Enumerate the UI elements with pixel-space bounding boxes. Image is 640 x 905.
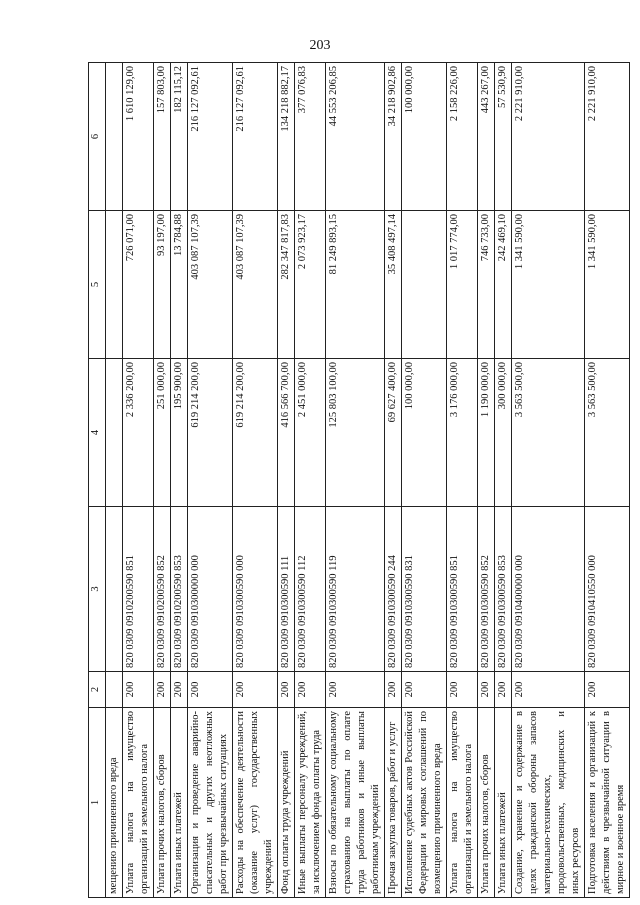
row-name-cell: Уплата прочих налогов, сборов bbox=[478, 708, 495, 898]
row-executed-cell: 242 469,10 bbox=[495, 211, 512, 359]
row-name-cell: Подготовка населения и организаций к действиям в чрезвычайной ситуации в мирное и военное время bbox=[585, 708, 630, 898]
table-row bbox=[447, 63, 478, 898]
row-remaining-cell: 377 076,83 bbox=[295, 63, 326, 211]
row-name-cell: Уплата налога на имущество организаций и земельного налога bbox=[123, 708, 154, 898]
table-row bbox=[512, 63, 585, 898]
row-approved-cell bbox=[106, 359, 123, 507]
table-row bbox=[585, 63, 630, 898]
row-code-cell: 200 bbox=[295, 672, 326, 708]
row-code-cell: 200 bbox=[447, 672, 478, 708]
row-executed-cell: 1 341 590,00 bbox=[585, 211, 630, 359]
table-row bbox=[402, 63, 447, 898]
row-code-cell: 200 bbox=[278, 672, 295, 708]
column-header: 1 bbox=[89, 708, 106, 898]
column-header: 3 bbox=[89, 507, 106, 672]
row-code-cell: 200 bbox=[385, 672, 402, 708]
row-executed-cell: 93 197,00 bbox=[154, 211, 171, 359]
row-name-cell: Создание, хранение и содержание в целях гражданской обороны запасов материально-технических, продовольственных, медицинских и иных ресурсов bbox=[512, 708, 585, 898]
budget-execution-table bbox=[88, 62, 630, 898]
row-name-cell: Взносы по обязательному социальному страхованию на выплаты по оплате труда работников и иные выплаты работникам учреждений bbox=[326, 708, 385, 898]
row-code-cell: 200 bbox=[233, 672, 278, 708]
row-executed-cell: 13 784,88 bbox=[171, 211, 188, 359]
column-header: 2 bbox=[89, 672, 106, 708]
column-header: 5 bbox=[89, 211, 106, 359]
rotated-table-wrapper bbox=[88, 63, 626, 898]
row-remaining-cell: 44 553 206,85 bbox=[326, 63, 385, 211]
row-kbk-cell: 820 0309 0910300590 119 bbox=[326, 507, 385, 672]
table-row bbox=[171, 63, 188, 898]
row-kbk-cell: 820 0309 0910300590 853 bbox=[495, 507, 512, 672]
row-executed-cell: 1 017 774,00 bbox=[447, 211, 478, 359]
row-remaining-cell: 443 267,00 bbox=[478, 63, 495, 211]
row-remaining-cell: 2 221 910,00 bbox=[585, 63, 630, 211]
row-name-cell: Прочая закупка товаров, работ и услуг bbox=[385, 708, 402, 898]
row-approved-cell: 251 000,00 bbox=[154, 359, 171, 507]
row-approved-cell: 125 803 100,00 bbox=[326, 359, 385, 507]
row-kbk-cell: 820 0309 0910300590 244 bbox=[385, 507, 402, 672]
header-row bbox=[89, 63, 106, 898]
row-kbk-cell bbox=[106, 507, 123, 672]
row-kbk-cell: 820 0309 0910300590 111 bbox=[278, 507, 295, 672]
table-row bbox=[295, 63, 326, 898]
row-executed-cell bbox=[402, 211, 447, 359]
row-code-cell: 200 bbox=[512, 672, 585, 708]
page-number: 203 bbox=[309, 38, 331, 53]
row-executed-cell: 403 087 107,39 bbox=[233, 211, 278, 359]
row-kbk-cell: 820 0309 0910200590 851 bbox=[123, 507, 154, 672]
rotated-table-container bbox=[88, 63, 626, 898]
row-kbk-cell: 820 0309 0910300590 000 bbox=[233, 507, 278, 672]
row-kbk-cell: 820 0309 0910410550 000 bbox=[585, 507, 630, 672]
row-executed-cell bbox=[106, 211, 123, 359]
row-remaining-cell: 34 218 902,86 bbox=[385, 63, 402, 211]
table-row bbox=[188, 63, 233, 898]
table-row bbox=[123, 63, 154, 898]
column-header: 6 bbox=[89, 63, 106, 211]
row-remaining-cell: 1 610 129,00 bbox=[123, 63, 154, 211]
table-body bbox=[106, 63, 630, 898]
row-executed-cell: 282 347 817,83 bbox=[278, 211, 295, 359]
row-approved-cell: 3 176 000,00 bbox=[447, 359, 478, 507]
row-approved-cell: 1 190 000,00 bbox=[478, 359, 495, 507]
row-approved-cell: 195 900,00 bbox=[171, 359, 188, 507]
row-approved-cell: 619 214 200,00 bbox=[188, 359, 233, 507]
row-kbk-cell: 820 0309 0910300590 112 bbox=[295, 507, 326, 672]
row-name-cell: Расходы на обеспечение деятельности (оказание услуг) государственных учреждений bbox=[233, 708, 278, 898]
row-kbk-cell: 820 0309 0910200590 853 bbox=[171, 507, 188, 672]
row-remaining-cell: 2 158 226,00 bbox=[447, 63, 478, 211]
row-remaining-cell bbox=[106, 63, 123, 211]
row-executed-cell: 2 073 923,17 bbox=[295, 211, 326, 359]
row-executed-cell: 35 408 497,14 bbox=[385, 211, 402, 359]
row-remaining-cell: 57 530,90 bbox=[495, 63, 512, 211]
row-code-cell: 200 bbox=[478, 672, 495, 708]
row-approved-cell: 100 000,00 bbox=[402, 359, 447, 507]
column-header: 4 bbox=[89, 359, 106, 507]
row-approved-cell: 2 336 200,00 bbox=[123, 359, 154, 507]
row-remaining-cell: 216 127 092,61 bbox=[233, 63, 278, 211]
row-remaining-cell: 2 221 910,00 bbox=[512, 63, 585, 211]
table-row bbox=[106, 63, 123, 898]
table-row bbox=[478, 63, 495, 898]
row-executed-cell: 403 087 107,39 bbox=[188, 211, 233, 359]
row-name-cell: Фонд оплаты труда учреждений bbox=[278, 708, 295, 898]
row-approved-cell: 69 627 400,00 bbox=[385, 359, 402, 507]
row-approved-cell: 416 566 700,00 bbox=[278, 359, 295, 507]
row-executed-cell: 746 733,00 bbox=[478, 211, 495, 359]
row-remaining-cell: 216 127 092,61 bbox=[188, 63, 233, 211]
row-name-cell: Уплата налога на имущество организаций и земельного налога bbox=[447, 708, 478, 898]
table-row bbox=[326, 63, 385, 898]
row-code-cell: 200 bbox=[171, 672, 188, 708]
table-row bbox=[385, 63, 402, 898]
row-code-cell: 200 bbox=[585, 672, 630, 708]
row-name-cell: Исполнение судебных актов Российской Федерации и мировых соглашений по возмещению причиненного вреда bbox=[402, 708, 447, 898]
row-remaining-cell: 134 218 882,17 bbox=[278, 63, 295, 211]
row-approved-cell: 2 451 000,00 bbox=[295, 359, 326, 507]
row-approved-cell: 619 214 200,00 bbox=[233, 359, 278, 507]
row-approved-cell: 300 000,00 bbox=[495, 359, 512, 507]
row-kbk-cell: 820 0309 0910400000 000 bbox=[512, 507, 585, 672]
row-code-cell: 200 bbox=[188, 672, 233, 708]
row-executed-cell: 1 341 590,00 bbox=[512, 211, 585, 359]
row-name-cell: Уплата иных платежей bbox=[171, 708, 188, 898]
row-executed-cell: 81 249 893,15 bbox=[326, 211, 385, 359]
table-row bbox=[233, 63, 278, 898]
row-name-cell: Уплата прочих налогов, сборов bbox=[154, 708, 171, 898]
row-code-cell bbox=[106, 672, 123, 708]
row-approved-cell: 3 563 500,00 bbox=[585, 359, 630, 507]
row-name-cell: Уплата иных платежей bbox=[495, 708, 512, 898]
row-code-cell: 200 bbox=[495, 672, 512, 708]
row-name-cell: мещению причиненного вреда bbox=[106, 708, 123, 898]
row-code-cell: 200 bbox=[123, 672, 154, 708]
row-code-cell: 200 bbox=[154, 672, 171, 708]
row-name-cell: Организация и проведение аварийно-спасательных и других неотложных работ при чрезвычайных ситуациях bbox=[188, 708, 233, 898]
row-kbk-cell: 820 0309 0910300590 852 bbox=[478, 507, 495, 672]
table-row bbox=[495, 63, 512, 898]
row-code-cell: 200 bbox=[326, 672, 385, 708]
row-remaining-cell: 100 000,00 bbox=[402, 63, 447, 211]
row-kbk-cell: 820 0309 0910300000 000 bbox=[188, 507, 233, 672]
table-row bbox=[154, 63, 171, 898]
row-name-cell: Иные выплаты персоналу учреждений, за исключением фонда оплаты труда bbox=[295, 708, 326, 898]
row-code-cell: 200 bbox=[402, 672, 447, 708]
row-kbk-cell: 820 0309 0910300590 851 bbox=[447, 507, 478, 672]
row-kbk-cell: 820 0309 0910200590 852 bbox=[154, 507, 171, 672]
row-remaining-cell: 182 115,12 bbox=[171, 63, 188, 211]
table-row bbox=[278, 63, 295, 898]
row-approved-cell: 3 563 500,00 bbox=[512, 359, 585, 507]
row-remaining-cell: 157 803,00 bbox=[154, 63, 171, 211]
row-executed-cell: 726 071,00 bbox=[123, 211, 154, 359]
row-kbk-cell: 820 0309 0910300590 831 bbox=[402, 507, 447, 672]
